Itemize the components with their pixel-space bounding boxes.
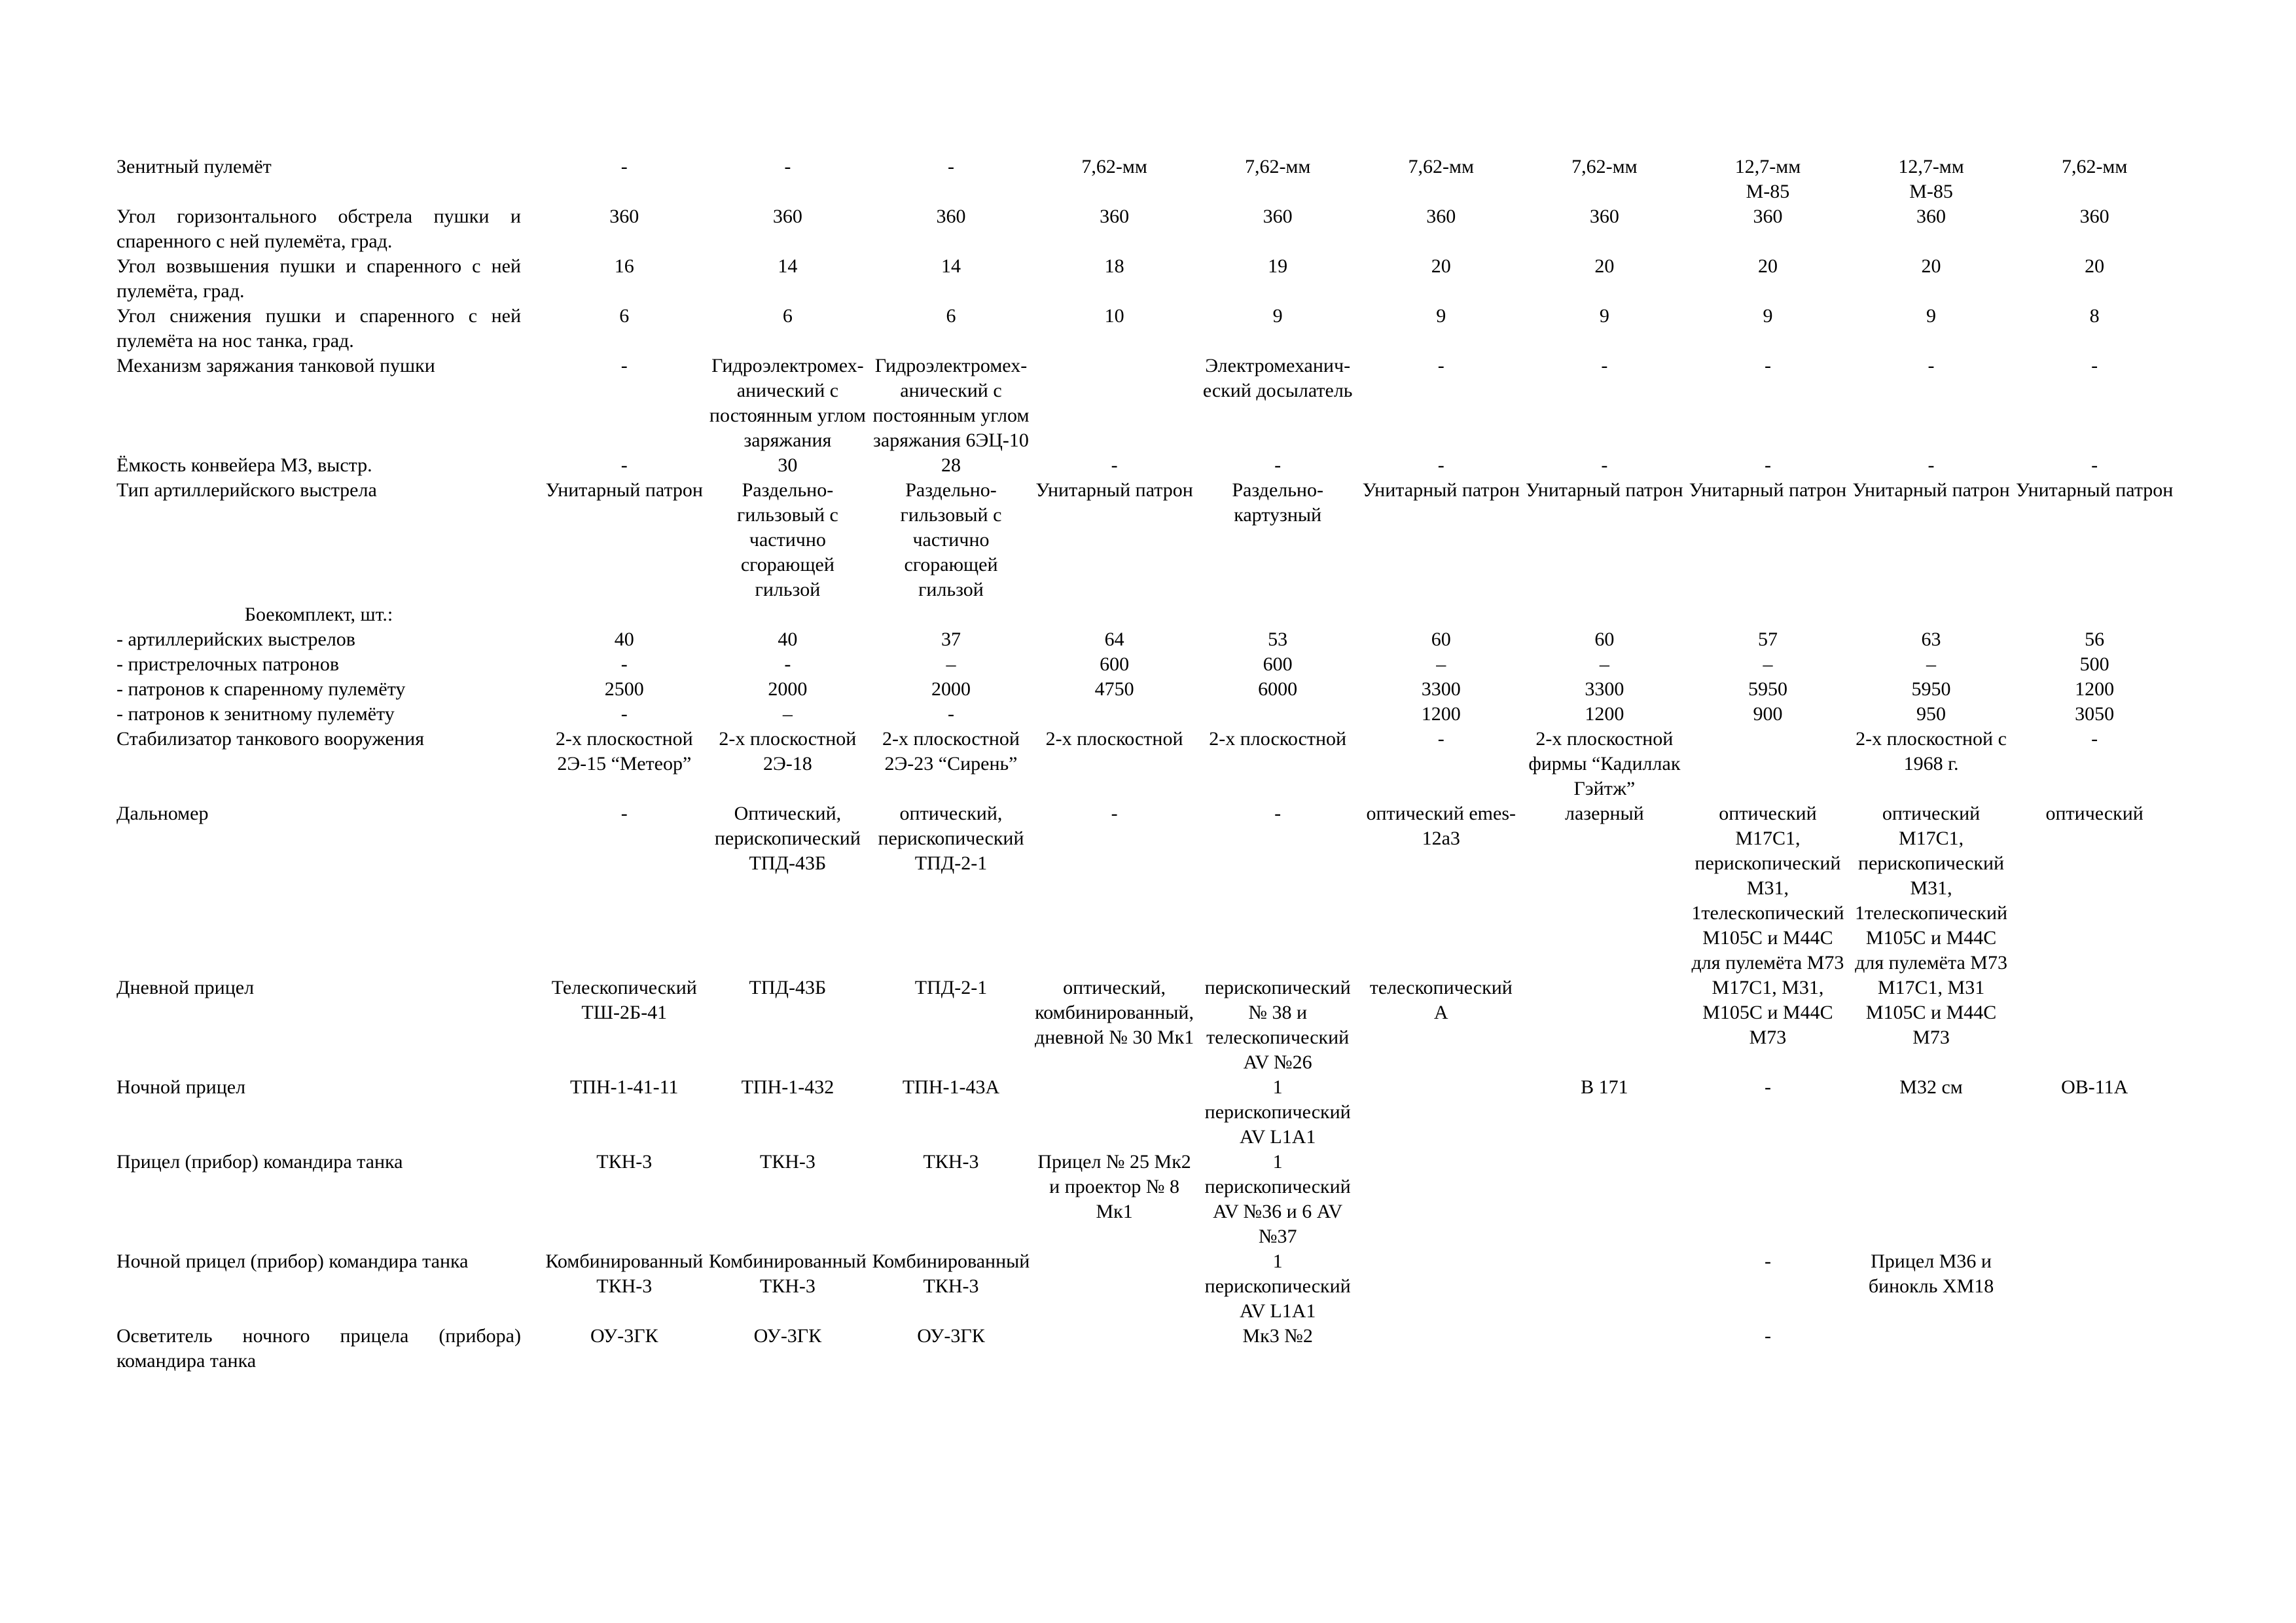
table-cell: 7,62-мм	[2061, 156, 2128, 177]
table-cell: 2-х плоскостной с 1968 г.	[1856, 728, 2007, 775]
table-cell: 360	[1263, 206, 1293, 227]
table-row	[117, 453, 2178, 478]
table-cell: 3300	[1585, 678, 1624, 700]
table-row	[117, 478, 2178, 602]
table-cell: -	[620, 156, 628, 177]
table-cell: –	[946, 653, 956, 675]
table-cell: 2-х плоскостной	[1209, 728, 1347, 750]
table-cell: 1 перископический AV №36 и 6 AV №37	[1204, 1151, 1351, 1247]
table-cell: Прицел № 25 Мк2 и проектор № 8 Мк1	[1037, 1151, 1191, 1222]
table-cell: оптический emes-12a3	[1366, 803, 1516, 849]
table-cell: 600	[1263, 653, 1293, 675]
table-cell	[2015, 976, 2178, 1075]
table-cell: -	[1274, 803, 1282, 824]
table-cell	[1035, 1249, 1198, 1324]
table-row	[117, 652, 2178, 677]
table-cell: 10	[1104, 305, 1124, 327]
table-cell: оптический М17С1, перископический М31, 1телескопический М105С и М44С для пулемёта М73	[1855, 803, 2008, 974]
table-cell	[1525, 976, 1689, 1075]
table-cell: -	[1111, 803, 1118, 824]
table-cell: 14	[778, 255, 798, 277]
table-cell: -	[620, 653, 628, 675]
table-row	[117, 204, 2178, 254]
table-cell: 14	[941, 255, 961, 277]
table-cell: Раздельно-картузный	[1232, 479, 1323, 526]
table-cell: Раздельно-гильзовый с частично сгорающей гильзой	[736, 479, 838, 600]
row-label: Механизм заряжания танковой пушки	[117, 355, 435, 376]
table-row	[117, 155, 2178, 204]
table-row	[117, 801, 2178, 976]
table-cell: OB-11A	[2061, 1076, 2128, 1098]
table-cell: 6	[619, 305, 630, 327]
table-cell: -	[1764, 1076, 1771, 1098]
table-cell: 1 перископический AV L1A1	[1204, 1076, 1351, 1148]
table-cell	[2015, 1249, 2178, 1324]
row-label: Ночной прицел (прибор) командира танка	[117, 1250, 469, 1272]
table-cell	[1035, 1324, 1198, 1374]
table-cell: 40	[614, 629, 634, 650]
table-cell: -	[1274, 454, 1282, 476]
table-cell: 60	[1431, 629, 1451, 650]
table-cell: -	[1601, 454, 1608, 476]
table-cell: -	[2091, 454, 2098, 476]
table-cell: Комбинированный ТКН-3	[545, 1250, 704, 1297]
table-cell: -	[1764, 454, 1771, 476]
table-cell: -	[2091, 728, 2098, 750]
table-row	[117, 1249, 2178, 1324]
table-cell: 2-х плоскостной 2Э-18	[719, 728, 857, 775]
table-cell: -	[1764, 1250, 1771, 1272]
table-row	[117, 702, 2178, 727]
row-label: Стабилизатор танкового вооружения	[117, 728, 424, 750]
table-row	[117, 1075, 2178, 1150]
row-label: - пристрелочных патронов	[117, 653, 339, 675]
table-row	[117, 304, 2178, 354]
table-cell: 9	[1599, 305, 1609, 327]
table-cell: 7,62-мм	[1244, 156, 1311, 177]
table-cell: Прицел М36 и бинокль ХМ18	[1868, 1250, 1994, 1297]
table-row	[117, 354, 2178, 453]
table-cell: оптический, перископический ТПД-2-1	[878, 803, 1024, 874]
table-cell	[1852, 1150, 2015, 1249]
table-cell: 2000	[931, 678, 971, 700]
table-cell: 1200	[1421, 703, 1461, 725]
table-cell: –	[1926, 653, 1937, 675]
table-cell: оптический М17С1, перископический М31, 1телескопический М105С и М44С для пулемёта М73	[1691, 803, 1844, 974]
table-cell: 1 перископический AV L1A1	[1204, 1250, 1351, 1322]
table-row	[117, 602, 2178, 627]
table-cell: -	[1928, 355, 1935, 376]
table-cell	[2015, 602, 2178, 627]
table-cell: 40	[778, 629, 798, 650]
table-cell: -	[2091, 355, 2098, 376]
table-row	[117, 677, 2178, 702]
table-cell: -	[1437, 454, 1444, 476]
table-cell: 20	[1594, 255, 1615, 277]
table-row	[117, 254, 2178, 304]
table-cell: 9	[1436, 305, 1446, 327]
table-cell: Комбинированный ТКН-3	[709, 1250, 867, 1297]
table-cell: 600	[1100, 653, 1130, 675]
row-label: Дальномер	[117, 803, 209, 824]
table-row	[117, 1150, 2178, 1249]
table-cell: ТКН-3	[596, 1151, 653, 1173]
table-row	[117, 1324, 2178, 1374]
table-cell: –	[1763, 653, 1773, 675]
table-cell	[1688, 727, 1852, 801]
table-cell	[1035, 354, 1198, 453]
row-label: Ёмкость конвейера МЗ, выстр.	[117, 454, 372, 476]
table-cell: 28	[941, 454, 961, 476]
table-cell: Электромеханич-еский досылатель	[1202, 355, 1353, 401]
table-cell: Унитарный патрон	[1362, 479, 1520, 501]
table-cell: М17С1, М31 М105С и М44С М73	[1865, 977, 1997, 1048]
table-cell: 360	[1753, 206, 1783, 227]
table-cell: 360	[1916, 206, 1946, 227]
table-cell: М32 см	[1899, 1076, 1963, 1098]
table-cell	[2015, 1324, 2178, 1374]
table-cell: ТКН-3	[923, 1151, 979, 1173]
table-cell: 16	[614, 255, 634, 277]
table-cell: 2-х плоскостной	[1045, 728, 1183, 750]
table-cell: М17С1, М31, М105С и М44С М73	[1702, 977, 1833, 1048]
table-cell	[1525, 1324, 1689, 1374]
row-label: Дневной прицел	[117, 977, 255, 998]
table-cell: -	[620, 803, 628, 824]
table-cell: 56	[2085, 629, 2105, 650]
row-label: - патронов к зенитному пулемёту	[117, 703, 395, 725]
row-label: Боекомплект, шт.:	[244, 604, 393, 625]
table-cell: ОУ-3ГК	[590, 1325, 658, 1347]
row-label: Осветитель ночного прицела (прибора) командира танка	[117, 1325, 521, 1372]
table-cell: 7,62-мм	[1081, 156, 1147, 177]
table-cell	[1035, 1075, 1198, 1150]
table-cell: 360	[1100, 206, 1130, 227]
table-cell: ТПД-2-1	[914, 977, 988, 998]
table-cell: 2-х плоскостной 2Э-15 “Метеор”	[555, 728, 693, 775]
table-cell: 20	[1757, 255, 1778, 277]
table-cell: 18	[1104, 255, 1124, 277]
table-cell: 57	[1757, 629, 1778, 650]
table-cell: Унитарный патрон	[1852, 479, 2010, 501]
table-cell: 12,7-мм М-85	[1734, 156, 1801, 202]
table-cell	[1525, 602, 1689, 627]
table-cell	[871, 602, 1035, 627]
table-cell: -	[784, 156, 791, 177]
specifications-table	[117, 155, 2178, 1374]
table-cell: 360	[936, 206, 966, 227]
table-cell: ТПН-1-43А	[902, 1076, 1000, 1098]
table-cell: 5950	[1911, 678, 1951, 700]
table-cell: ОУ-3ГК	[753, 1325, 822, 1347]
table-row	[117, 727, 2178, 801]
table-cell: 2-х плоскостной 2Э-23 “Сирень”	[882, 728, 1020, 775]
table-cell: 63	[1921, 629, 1941, 650]
table-cell: ТПД-43Б	[749, 977, 827, 998]
table-cell: 950	[1916, 703, 1946, 725]
table-cell	[1198, 602, 1361, 627]
table-cell: -	[1764, 355, 1771, 376]
table-cell: Мк3 №2	[1242, 1325, 1313, 1347]
table-cell: -	[1601, 355, 1608, 376]
table-cell: перископический № 38 и телескопический AV №26	[1204, 977, 1351, 1073]
row-label: Зенитный пулемёт	[117, 156, 272, 177]
table-cell: 360	[1426, 206, 1456, 227]
table-cell: -	[620, 454, 628, 476]
table-cell: оптический, комбинированный, дневной № 30 Мк1	[1034, 977, 1194, 1048]
table-cell	[1035, 602, 1198, 627]
row-label: - патронов к спаренному пулемёту	[117, 678, 406, 700]
table-cell: Гидроэлектромех-анический с постоянным углом заряжания 6ЭЦ-10	[872, 355, 1030, 451]
table-cell: 360	[772, 206, 802, 227]
table-cell: 6000	[1258, 678, 1298, 700]
table-cell: оптический	[2045, 803, 2144, 824]
table-cell: Комбинированный ТКН-3	[872, 1250, 1030, 1297]
table-cell: -	[620, 703, 628, 725]
table-cell: -	[1437, 728, 1444, 750]
table-cell: Телескопический ТШ-2Б-41	[551, 977, 697, 1023]
table-cell: 2-х плоскостной фирмы “Кадиллак Гэйтж”	[1528, 728, 1681, 799]
table-cell: 7,62-мм	[1408, 156, 1474, 177]
table-cell: 500	[2079, 653, 2109, 675]
table-cell: 1200	[1585, 703, 1624, 725]
table-cell: 30	[778, 454, 798, 476]
table-row	[117, 976, 2178, 1075]
table-cell	[1525, 1249, 1689, 1324]
row-label: - артиллерийских выстрелов	[117, 629, 355, 650]
table-cell: –	[1436, 653, 1446, 675]
table-cell: Унитарный патрон	[2015, 479, 2174, 501]
table-cell: ТПН-1-432	[741, 1076, 834, 1098]
table-cell: 12,7-мм М-85	[1898, 156, 1964, 202]
row-label: Ночной прицел	[117, 1076, 246, 1098]
table-cell	[1361, 1324, 1525, 1374]
table-cell	[1688, 1150, 1852, 1249]
table-cell	[1852, 602, 2015, 627]
table-cell: 20	[1431, 255, 1451, 277]
table-cell: -	[1437, 355, 1444, 376]
table-cell: -	[1764, 1325, 1771, 1347]
row-label: Угол возвышения пушки и спаренного с ней пулемёта, град.	[117, 255, 521, 302]
table-cell: Унитарный патрон	[1035, 479, 1193, 501]
table-cell: 9	[1763, 305, 1773, 327]
table-cell	[1361, 1150, 1525, 1249]
table-cell: 20	[2085, 255, 2105, 277]
table-cell: -	[947, 703, 954, 725]
table-cell: 900	[1753, 703, 1783, 725]
table-cell: 7,62-мм	[1571, 156, 1638, 177]
table-cell: ТПН-1-41-11	[570, 1076, 679, 1098]
table-cell: ТКН-3	[759, 1151, 816, 1173]
table-cell: -	[784, 653, 791, 675]
table-cell	[1361, 1249, 1525, 1324]
table-cell: лазерный	[1565, 803, 1644, 824]
table-cell: 60	[1594, 629, 1615, 650]
table-cell: –	[1599, 653, 1609, 675]
table-cell: 2000	[768, 678, 808, 700]
table-cell	[2015, 1150, 2178, 1249]
table-cell: 8	[2089, 305, 2100, 327]
table-cell	[545, 602, 708, 627]
table-cell	[1361, 1075, 1525, 1150]
table-cell: 360	[2079, 206, 2109, 227]
table-cell: –	[782, 703, 793, 725]
table-cell: -	[947, 156, 954, 177]
table-cell: 360	[1589, 206, 1619, 227]
table-cell: Раздельно-гильзовый с частично сгорающей гильзой	[900, 479, 1002, 600]
table-cell: 53	[1268, 629, 1288, 650]
table-cell: Унитарный патрон	[1689, 479, 1847, 501]
table-cell: 9	[1272, 305, 1283, 327]
table-cell	[1361, 602, 1525, 627]
table-cell: 37	[941, 629, 961, 650]
table-cell: 6	[946, 305, 956, 327]
table-cell	[1035, 702, 1198, 727]
table-cell: -	[620, 355, 628, 376]
table-cell: 20	[1921, 255, 1941, 277]
table-cell: Оптический, перископический ТПД-43Б	[714, 803, 861, 874]
table-cell: телескопический А	[1369, 977, 1513, 1023]
table-cell: 2500	[604, 678, 644, 700]
row-label: Угол снижения пушки и спаренного с ней пулемёта на нос танка, град.	[117, 305, 521, 352]
table-cell: ОУ-3ГК	[917, 1325, 985, 1347]
table-cell: 19	[1268, 255, 1288, 277]
table-cell: Гидроэлектромех-анический с постоянным углом заряжания	[709, 355, 866, 451]
table-cell	[1852, 1324, 2015, 1374]
table-cell: 360	[609, 206, 639, 227]
table-cell: 3050	[2075, 703, 2115, 725]
table-cell: 1200	[2075, 678, 2115, 700]
table-cell: 3300	[1421, 678, 1461, 700]
table-cell	[708, 602, 872, 627]
table-cell: -	[1928, 454, 1935, 476]
row-label: Тип артиллерийского выстрела	[117, 479, 377, 501]
table-cell: 6	[782, 305, 793, 327]
table-cell	[1688, 602, 1852, 627]
table-row	[117, 627, 2178, 652]
table-cell: В 171	[1581, 1076, 1628, 1098]
row-label: Угол горизонтального обстрела пушки и спаренного с ней пулемёта, град.	[117, 206, 521, 252]
table-cell: -	[1111, 454, 1118, 476]
table-cell	[1525, 1150, 1689, 1249]
table-cell: Унитарный патрон	[1526, 479, 1683, 501]
table-cell: 4750	[1094, 678, 1134, 700]
table-cell: Унитарный патрон	[545, 479, 703, 501]
table-cell	[1198, 702, 1361, 727]
row-label: Прицел (прибор) командира танка	[117, 1151, 403, 1173]
table-cell: 9	[1926, 305, 1937, 327]
table-cell: 64	[1104, 629, 1124, 650]
table-cell: 5950	[1748, 678, 1787, 700]
